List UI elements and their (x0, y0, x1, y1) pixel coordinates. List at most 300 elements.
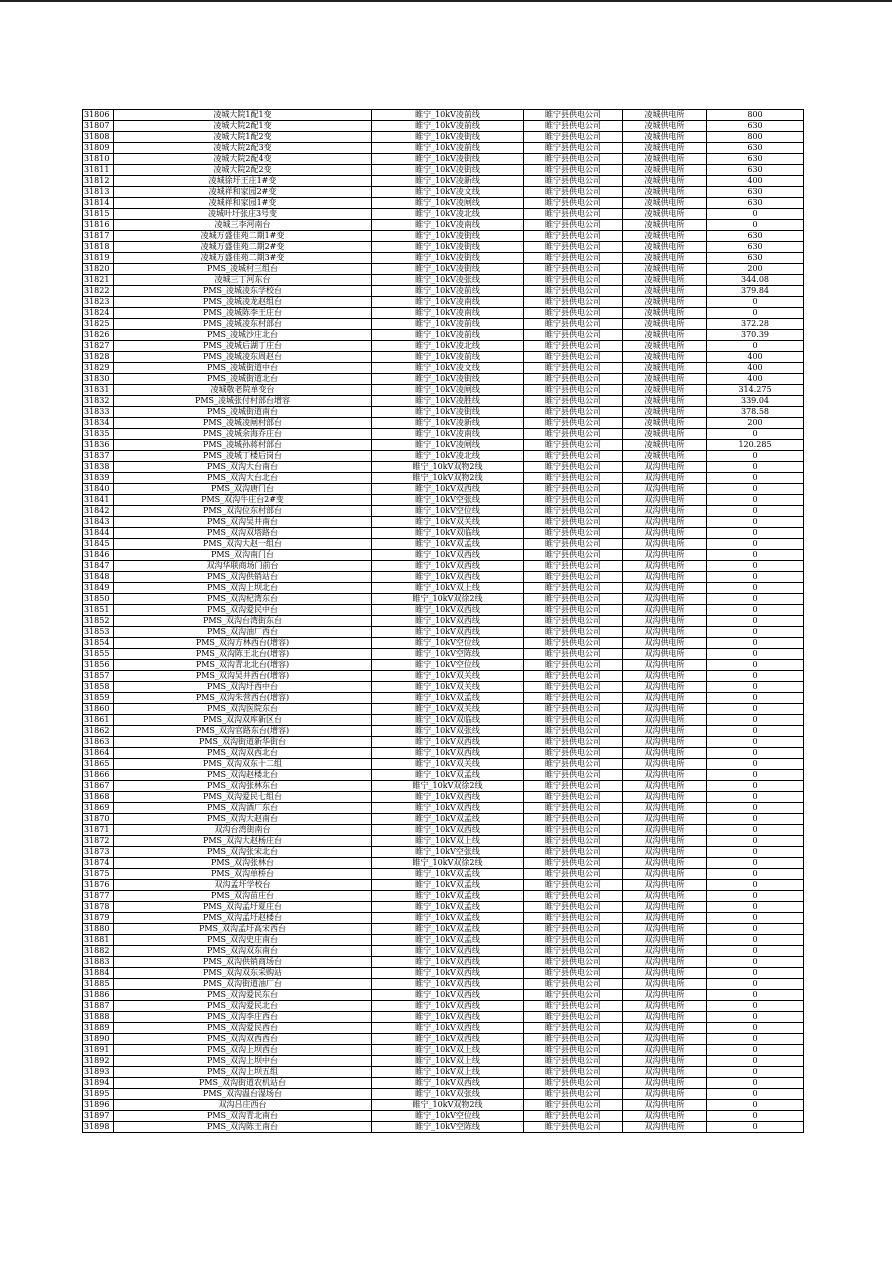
table-row (83, 209, 804, 220)
capacity-cell: 0 (707, 220, 804, 231)
company-cell: 睢宁县供电公司 (524, 143, 623, 154)
capacity-cell: 0 (707, 902, 804, 913)
capacity-cell: 0 (707, 341, 804, 352)
transformer-name-cell: PMS_双沟张宋北台 (114, 847, 372, 858)
table-row (83, 407, 804, 418)
transformer-name-cell: PMS_双沟陈王北台(增容) (114, 649, 372, 660)
table-row (83, 671, 804, 682)
capacity-cell: 400 (707, 363, 804, 374)
transformer-name-cell: PMS_凌城张付村部台增容 (114, 396, 372, 407)
feeder-line-cell: 睢宁_10kV双临线 (372, 715, 524, 726)
feeder-line-cell: 睢宁_10kV凌南线 (372, 297, 524, 308)
feeder-line-cell: 睢宁_10kV双物2线 (372, 1100, 524, 1111)
transformer-name-cell: 凌城大院1配1变 (114, 110, 372, 121)
company-cell: 睢宁县供电公司 (524, 561, 623, 572)
transformer-name-cell: PMS_双沟牛庄台2#变 (114, 495, 372, 506)
feeder-line-cell: 睢宁_10kV凌南线 (372, 429, 524, 440)
station-cell: 双沟供电所 (623, 781, 707, 792)
station-cell: 凌城供电所 (623, 110, 707, 121)
feeder-line-cell: 睢宁_10kV凌街线 (372, 242, 524, 253)
company-cell: 睢宁县供电公司 (524, 418, 623, 429)
feeder-line-cell: 睢宁_10kV双关线 (372, 682, 524, 693)
row-id-cell: 31835 (83, 429, 114, 440)
row-id-cell: 31879 (83, 913, 114, 924)
station-cell: 双沟供电所 (623, 968, 707, 979)
capacity-cell: 0 (707, 1012, 804, 1023)
company-cell: 睢宁县供电公司 (524, 1045, 623, 1056)
table-row (83, 1100, 804, 1111)
table-row (83, 462, 804, 473)
row-id-cell: 31808 (83, 132, 114, 143)
transformer-name-cell: PMS_双沟油厂西台 (114, 627, 372, 638)
feeder-line-cell: 睢宁_10kV凌街线 (372, 165, 524, 176)
table-row (83, 363, 804, 374)
capacity-cell: 0 (707, 957, 804, 968)
capacity-cell: 0 (707, 462, 804, 473)
capacity-cell: 630 (707, 231, 804, 242)
feeder-line-cell: 睢宁_10kV双孟线 (372, 891, 524, 902)
feeder-line-cell: 睢宁_10kV双关线 (372, 759, 524, 770)
table-row (83, 528, 804, 539)
row-id-cell: 31846 (83, 550, 114, 561)
row-id-cell: 31844 (83, 528, 114, 539)
row-id-cell: 31845 (83, 539, 114, 550)
row-id-cell: 31887 (83, 1001, 114, 1012)
company-cell: 睢宁县供电公司 (524, 528, 623, 539)
transformer-name-cell: PMS_双沟双东采购站 (114, 968, 372, 979)
row-id-cell: 31896 (83, 1100, 114, 1111)
capacity-cell: 0 (707, 781, 804, 792)
table-row (83, 517, 804, 528)
table-row (83, 154, 804, 165)
capacity-cell: 0 (707, 209, 804, 220)
table-row (83, 935, 804, 946)
station-cell: 双沟供电所 (623, 858, 707, 869)
company-cell: 睢宁县供电公司 (524, 759, 623, 770)
capacity-cell: 0 (707, 979, 804, 990)
company-cell: 睢宁县供电公司 (524, 1122, 623, 1133)
row-id-cell: 31861 (83, 715, 114, 726)
capacity-cell: 0 (707, 847, 804, 858)
station-cell: 双沟供电所 (623, 605, 707, 616)
row-id-cell: 31893 (83, 1067, 114, 1078)
table-row (83, 583, 804, 594)
feeder-line-cell: 睢宁_10kV双西线 (372, 1034, 524, 1045)
transformer-name-cell: PMS_凌城陈李王庄台 (114, 308, 372, 319)
feeder-line-cell: 睢宁_10kV空张线 (372, 495, 524, 506)
station-cell: 双沟供电所 (623, 803, 707, 814)
capacity-cell: 0 (707, 968, 804, 979)
company-cell: 睢宁县供电公司 (524, 715, 623, 726)
table-row (83, 880, 804, 891)
capacity-cell: 200 (707, 264, 804, 275)
transformer-name-cell: PMS_双沟酒厂东台 (114, 803, 372, 814)
capacity-cell: 0 (707, 825, 804, 836)
row-id-cell: 31866 (83, 770, 114, 781)
table-row (83, 902, 804, 913)
station-cell: 双沟供电所 (623, 847, 707, 858)
capacity-cell: 800 (707, 110, 804, 121)
station-cell: 凌城供电所 (623, 451, 707, 462)
capacity-cell: 800 (707, 132, 804, 143)
row-id-cell: 31873 (83, 847, 114, 858)
station-cell: 双沟供电所 (623, 891, 707, 902)
feeder-line-cell: 睢宁_10kV双孟线 (372, 693, 524, 704)
transformer-name-cell: PMS_双沟孟圩夏庄台 (114, 902, 372, 913)
row-id-cell: 31848 (83, 572, 114, 583)
station-cell: 凌城供电所 (623, 363, 707, 374)
table-row (83, 792, 804, 803)
row-id-cell: 31898 (83, 1122, 114, 1133)
transformer-name-cell: 双沟吕庄西台 (114, 1100, 372, 1111)
transformer-name-cell: PMS_双沟台湾街东台 (114, 616, 372, 627)
company-cell: 睢宁县供电公司 (524, 1034, 623, 1045)
table-row (83, 319, 804, 330)
row-id-cell: 31854 (83, 638, 114, 649)
table-row (83, 495, 804, 506)
station-cell: 双沟供电所 (623, 539, 707, 550)
feeder-line-cell: 睢宁_10kV双西线 (372, 1078, 524, 1089)
station-cell: 双沟供电所 (623, 759, 707, 770)
station-cell: 双沟供电所 (623, 748, 707, 759)
table-row (83, 649, 804, 660)
company-cell: 睢宁县供电公司 (524, 275, 623, 286)
feeder-line-cell: 睢宁_10kV双西线 (372, 1012, 524, 1023)
company-cell: 睢宁县供电公司 (524, 1089, 623, 1100)
transformer-name-cell: PMS_双沟上坝中台 (114, 1056, 372, 1067)
row-id-cell: 31814 (83, 198, 114, 209)
capacity-cell: 0 (707, 759, 804, 770)
station-cell: 凌城供电所 (623, 165, 707, 176)
station-cell: 双沟供电所 (623, 517, 707, 528)
feeder-line-cell: 睢宁_10kV凌街线 (372, 253, 524, 264)
capacity-cell: 0 (707, 649, 804, 660)
row-id-cell: 31868 (83, 792, 114, 803)
capacity-cell: 0 (707, 308, 804, 319)
feeder-line-cell: 睢宁_10kV凌文线 (372, 363, 524, 374)
row-id-cell: 31867 (83, 781, 114, 792)
table-row (83, 704, 804, 715)
station-cell: 凌城供电所 (623, 242, 707, 253)
capacity-cell: 0 (707, 836, 804, 847)
feeder-line-cell: 睢宁_10kV双徐2线 (372, 858, 524, 869)
capacity-cell: 0 (707, 484, 804, 495)
capacity-cell: 0 (707, 1111, 804, 1122)
capacity-cell: 0 (707, 1045, 804, 1056)
station-cell: 双沟供电所 (623, 495, 707, 506)
station-cell: 双沟供电所 (623, 616, 707, 627)
table-row (83, 638, 804, 649)
company-cell: 睢宁县供电公司 (524, 363, 623, 374)
station-cell: 双沟供电所 (623, 528, 707, 539)
station-cell: 双沟供电所 (623, 737, 707, 748)
capacity-cell: 0 (707, 880, 804, 891)
company-cell: 睢宁县供电公司 (524, 1012, 623, 1023)
company-cell: 睢宁县供电公司 (524, 429, 623, 440)
feeder-line-cell: 睢宁_10kV双物2线 (372, 473, 524, 484)
table-row (83, 539, 804, 550)
table-row (83, 1001, 804, 1012)
feeder-line-cell: 睢宁_10kV双西线 (372, 561, 524, 572)
transformer-name-cell: PMS_双沟官路东台(增容) (114, 726, 372, 737)
transformer-name-cell: 凌城大院2配2变 (114, 165, 372, 176)
capacity-cell: 630 (707, 154, 804, 165)
feeder-line-cell: 睢宁_10kV凌街线 (372, 407, 524, 418)
station-cell: 凌城供电所 (623, 352, 707, 363)
table-row (83, 781, 804, 792)
capacity-cell: 400 (707, 374, 804, 385)
feeder-line-cell: 睢宁_10kV双孟线 (372, 913, 524, 924)
row-id-cell: 31897 (83, 1111, 114, 1122)
row-id-cell: 31884 (83, 968, 114, 979)
transformer-name-cell: 凌城万盛佳苑二期1#变 (114, 231, 372, 242)
row-id-cell: 31859 (83, 693, 114, 704)
company-cell: 睢宁县供电公司 (524, 748, 623, 759)
row-id-cell: 31831 (83, 385, 114, 396)
transformer-name-cell: PMS_凌城后湖丁庄台 (114, 341, 372, 352)
capacity-cell: 0 (707, 660, 804, 671)
row-id-cell: 31847 (83, 561, 114, 572)
table-row (83, 858, 804, 869)
transformer-name-cell: PMS_双沟温台湿场台 (114, 1089, 372, 1100)
feeder-line-cell: 睢宁_10kV双孟线 (372, 902, 524, 913)
table-row (83, 308, 804, 319)
table-row (83, 132, 804, 143)
capacity-cell: 630 (707, 198, 804, 209)
station-cell: 双沟供电所 (623, 979, 707, 990)
transformer-name-cell: PMS_双沟李庄西台 (114, 1012, 372, 1023)
capacity-cell: 0 (707, 561, 804, 572)
station-cell: 凌城供电所 (623, 385, 707, 396)
row-id-cell: 31880 (83, 924, 114, 935)
company-cell: 睢宁县供电公司 (524, 484, 623, 495)
capacity-cell: 630 (707, 253, 804, 264)
table-row (83, 374, 804, 385)
feeder-line-cell: 睢宁_10kV凌前线 (372, 330, 524, 341)
feeder-line-cell: 睢宁_10kV双临线 (372, 528, 524, 539)
table-row (83, 913, 804, 924)
row-id-cell: 31855 (83, 649, 114, 660)
feeder-line-cell: 睢宁_10kV双孟线 (372, 935, 524, 946)
feeder-line-cell: 睢宁_10kV空张线 (372, 847, 524, 858)
capacity-cell: 0 (707, 583, 804, 594)
station-cell: 凌城供电所 (623, 396, 707, 407)
feeder-line-cell: 睢宁_10kV双孟线 (372, 770, 524, 781)
company-cell: 睢宁县供电公司 (524, 132, 623, 143)
station-cell: 双沟供电所 (623, 913, 707, 924)
row-id-cell: 31839 (83, 473, 114, 484)
capacity-cell: 0 (707, 1034, 804, 1045)
feeder-line-cell: 睢宁_10kV凌北线 (372, 341, 524, 352)
feeder-line-cell: 睢宁_10kV空位线 (372, 506, 524, 517)
transformer-name-cell: PMS_双沟位东村部台 (114, 506, 372, 517)
feeder-line-cell: 睢宁_10kV凌前线 (372, 286, 524, 297)
feeder-line-cell: 睢宁_10kV双西线 (372, 605, 524, 616)
station-cell: 双沟供电所 (623, 506, 707, 517)
company-cell: 睢宁县供电公司 (524, 616, 623, 627)
feeder-line-cell: 睢宁_10kV凌新线 (372, 418, 524, 429)
company-cell: 睢宁县供电公司 (524, 407, 623, 418)
station-cell: 双沟供电所 (623, 1001, 707, 1012)
company-cell: 睢宁县供电公司 (524, 385, 623, 396)
transformer-name-cell: PMS_双沟史庄南台 (114, 935, 372, 946)
transformer-name-cell: 凌城万盛佳苑二期2#变 (114, 242, 372, 253)
transformer-name-cell: PMS_双沟方林西台(增容) (114, 638, 372, 649)
transformer-name-cell: PMS_双沟孟圩高宋西台 (114, 924, 372, 935)
feeder-line-cell: 睢宁_10kV双张线 (372, 726, 524, 737)
table-row (83, 825, 804, 836)
transformer-name-cell: PMS_双沟张林台 (114, 858, 372, 869)
row-id-cell: 31810 (83, 154, 114, 165)
feeder-line-cell: 睢宁_10kV空位线 (372, 638, 524, 649)
row-id-cell: 31811 (83, 165, 114, 176)
station-cell: 凌城供电所 (623, 143, 707, 154)
station-cell: 凌城供电所 (623, 198, 707, 209)
station-cell: 双沟供电所 (623, 792, 707, 803)
capacity-cell: 0 (707, 528, 804, 539)
row-id-cell: 31819 (83, 253, 114, 264)
row-id-cell: 31869 (83, 803, 114, 814)
feeder-line-cell: 睢宁_10kV双西线 (372, 572, 524, 583)
company-cell: 睢宁县供电公司 (524, 913, 623, 924)
transformer-name-cell: PMS_凌城丁楼后岗台 (114, 451, 372, 462)
feeder-line-cell: 睢宁_10kV凌前线 (372, 143, 524, 154)
capacity-cell: 630 (707, 143, 804, 154)
table-row (83, 1089, 804, 1100)
company-cell: 睢宁县供电公司 (524, 902, 623, 913)
feeder-line-cell: 睢宁_10kV双关线 (372, 517, 524, 528)
capacity-cell: 0 (707, 495, 804, 506)
row-id-cell: 31840 (83, 484, 114, 495)
company-cell: 睢宁县供电公司 (524, 836, 623, 847)
feeder-line-cell: 睢宁_10kV双关线 (372, 671, 524, 682)
row-id-cell: 31821 (83, 275, 114, 286)
station-cell: 双沟供电所 (623, 1023, 707, 1034)
feeder-line-cell: 睢宁_10kV凌街线 (372, 231, 524, 242)
row-id-cell: 31813 (83, 187, 114, 198)
station-cell: 双沟供电所 (623, 473, 707, 484)
row-id-cell: 31817 (83, 231, 114, 242)
feeder-line-cell: 睢宁_10kV空位线 (372, 1111, 524, 1122)
capacity-cell: 0 (707, 935, 804, 946)
station-cell: 双沟供电所 (623, 1056, 707, 1067)
row-id-cell: 31894 (83, 1078, 114, 1089)
transformer-name-cell: PMS_双沟街道新华街台 (114, 737, 372, 748)
company-cell: 睢宁县供电公司 (524, 638, 623, 649)
company-cell: 睢宁县供电公司 (524, 704, 623, 715)
row-id-cell: 31889 (83, 1023, 114, 1034)
capacity-cell: 0 (707, 737, 804, 748)
table-row (83, 1056, 804, 1067)
transformer-name-cell: 凌城三丁河东台 (114, 275, 372, 286)
station-cell: 双沟供电所 (623, 693, 707, 704)
feeder-line-cell: 睢宁_10kV凌文线 (372, 187, 524, 198)
feeder-line-cell: 睢宁_10kV凌北线 (372, 209, 524, 220)
table-row (83, 275, 804, 286)
company-cell: 睢宁县供电公司 (524, 880, 623, 891)
table-row (83, 143, 804, 154)
station-cell: 凌城供电所 (623, 264, 707, 275)
company-cell: 睢宁县供电公司 (524, 979, 623, 990)
station-cell: 双沟供电所 (623, 572, 707, 583)
transformer-name-cell: PMS_双沟大赵一组台 (114, 539, 372, 550)
station-cell: 双沟供电所 (623, 1045, 707, 1056)
capacity-cell: 344.08 (707, 275, 804, 286)
row-id-cell: 31890 (83, 1034, 114, 1045)
transformer-name-cell: 凌城祥和家园2#变 (114, 187, 372, 198)
feeder-line-cell: 睢宁_10kV凌前线 (372, 352, 524, 363)
company-cell: 睢宁县供电公司 (524, 110, 623, 121)
transformer-name-cell: PMS_双沟供销商场台 (114, 957, 372, 968)
feeder-line-cell: 睢宁_10kV双西线 (372, 825, 524, 836)
feeder-line-cell: 睢宁_10kV凌闸线 (372, 198, 524, 209)
feeder-line-cell: 睢宁_10kV凌北线 (372, 451, 524, 462)
company-cell: 睢宁县供电公司 (524, 286, 623, 297)
row-id-cell: 31878 (83, 902, 114, 913)
table-row (83, 957, 804, 968)
capacity-cell: 0 (707, 1122, 804, 1133)
transformer-name-cell: PMS_双沟唐门台 (114, 484, 372, 495)
capacity-cell: 200 (707, 418, 804, 429)
company-cell: 睢宁县供电公司 (524, 594, 623, 605)
capacity-cell: 0 (707, 770, 804, 781)
company-cell: 睢宁县供电公司 (524, 957, 623, 968)
table-row (83, 759, 804, 770)
station-cell: 双沟供电所 (623, 880, 707, 891)
station-cell: 双沟供电所 (623, 715, 707, 726)
feeder-line-cell: 睢宁_10kV双西线 (372, 946, 524, 957)
station-cell: 双沟供电所 (623, 682, 707, 693)
company-cell: 睢宁县供电公司 (524, 1001, 623, 1012)
table-row (83, 121, 804, 132)
company-cell: 睢宁县供电公司 (524, 330, 623, 341)
feeder-line-cell: 睢宁_10kV双西线 (372, 990, 524, 1001)
station-cell: 双沟供电所 (623, 462, 707, 473)
row-id-cell: 31842 (83, 506, 114, 517)
table-row (83, 715, 804, 726)
company-cell: 睢宁县供电公司 (524, 924, 623, 935)
capacity-cell: 630 (707, 242, 804, 253)
table-row (83, 165, 804, 176)
capacity-cell: 339.04 (707, 396, 804, 407)
row-id-cell: 31853 (83, 627, 114, 638)
table-row (83, 1045, 804, 1056)
transformer-name-cell: PMS_双沟张林东台 (114, 781, 372, 792)
station-cell: 双沟供电所 (623, 1012, 707, 1023)
transformer-name-cell: PMS_双沟上坝五组 (114, 1067, 372, 1078)
company-cell: 睢宁县供电公司 (524, 374, 623, 385)
transformer-name-cell: PMS_双沟青北北台(增容) (114, 660, 372, 671)
capacity-cell: 0 (707, 748, 804, 759)
capacity-cell: 0 (707, 1023, 804, 1034)
row-id-cell: 31806 (83, 110, 114, 121)
capacity-cell: 0 (707, 1056, 804, 1067)
company-cell: 睢宁县供电公司 (524, 341, 623, 352)
transformer-name-cell: 双沟华联商场门前台 (114, 561, 372, 572)
company-cell: 睢宁县供电公司 (524, 814, 623, 825)
transformer-name-cell: 凌城万盛佳苑二期3#变 (114, 253, 372, 264)
capacity-cell: 370.39 (707, 330, 804, 341)
capacity-cell: 0 (707, 671, 804, 682)
station-cell: 凌城供电所 (623, 429, 707, 440)
station-cell: 双沟供电所 (623, 671, 707, 682)
table-row (83, 814, 804, 825)
feeder-line-cell: 睢宁_10kV双关线 (372, 704, 524, 715)
company-cell: 睢宁县供电公司 (524, 627, 623, 638)
row-id-cell: 31843 (83, 517, 114, 528)
row-id-cell: 31809 (83, 143, 114, 154)
transformer-name-cell: PMS_双沟吴井西台(增容) (114, 671, 372, 682)
